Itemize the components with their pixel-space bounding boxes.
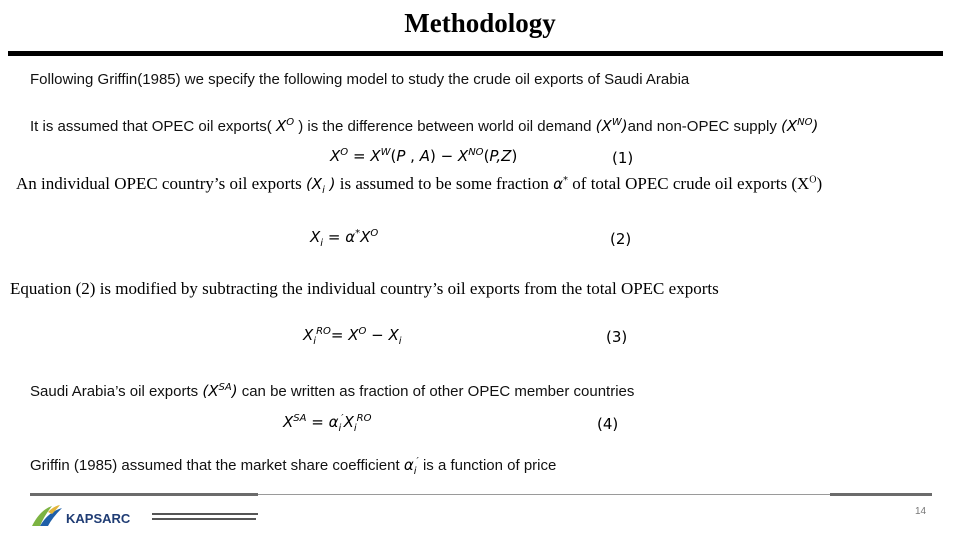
math-xo: $X^O$ — [275, 117, 295, 135]
equation-4: $X^{SA} = \alpha_i'X_i^{RO}$ — [283, 413, 372, 434]
equation-2: $X_i = \alpha^*X^O$ — [310, 228, 379, 249]
title-rule — [8, 51, 943, 56]
paragraph-opec-exports — [30, 117, 818, 135]
text-segment: ) — [816, 174, 823, 193]
text-segment: ) is the difference between world oil demand — [298, 118, 592, 135]
equation-4-number: (4) — [597, 415, 619, 433]
text-segment: can be written as fraction of other OPEC member countries — [241, 383, 635, 400]
text-segment: and non-OPEC supply — [627, 118, 777, 135]
text-segment: Saudi Arabia’s oil exports — [30, 383, 199, 400]
paragraph-individual-exports — [16, 174, 822, 194]
math-xsa: $(X^{SA})$ — [202, 382, 238, 400]
equation-3-number: (3) — [606, 328, 628, 346]
page-title: Methodology — [404, 8, 556, 38]
page-number: 14 — [915, 506, 927, 517]
equation-1-number: (1) — [612, 149, 634, 167]
paragraph-market-share — [30, 456, 557, 477]
text-segment: is assumed to be some fraction — [339, 174, 549, 193]
equation-3: $X_i^{RO}= X^O - X_i$ — [303, 326, 402, 347]
equation-1: $X^O = X^W(P$ , $A) - X^{NO}(P,Z)$ — [330, 147, 518, 165]
kapsarc-logo-mark-icon — [30, 502, 150, 530]
text-superscript: O — [809, 174, 817, 186]
math-alpha-star: α* — [553, 175, 569, 193]
footer-bar-right — [830, 493, 932, 496]
paragraph-intro: Following Griffin(1985) we specify the following model to study the crude oil exports of Saudi Arabia — [30, 71, 690, 88]
paragraph-saudi-exports — [30, 382, 634, 400]
math-xw: $(X^W)$ — [595, 117, 628, 135]
text-segment: It is assumed that OPEC oil exports( — [30, 118, 272, 135]
footer-thin-rule — [258, 494, 830, 495]
math-xno: $(X^{NO})$ — [781, 117, 819, 135]
kapsarc-logo-text: KAPSARC — [66, 511, 131, 526]
tagline-line — [152, 518, 256, 520]
footer-bar-left — [30, 493, 258, 496]
paragraph-modified-equation: Equation (2) is modified by subtracting the individual country’s oil exports from the total OPEC exports — [10, 279, 719, 298]
math-alpha-prime: $\alpha_i'$ — [403, 456, 419, 477]
tagline-line — [152, 513, 258, 515]
text-segment: of total OPEC crude oil exports (X — [572, 174, 810, 193]
logo-tagline — [152, 513, 258, 523]
math-xi: ($X_i$ ) — [305, 175, 336, 196]
text-segment: An individual OPEC country’s oil exports — [16, 174, 302, 193]
text-segment: is a function of price — [422, 457, 557, 474]
equation-2-number: (2) — [610, 230, 632, 248]
text-segment: Griffin (1985) assumed that the market share coefficient — [30, 457, 400, 474]
